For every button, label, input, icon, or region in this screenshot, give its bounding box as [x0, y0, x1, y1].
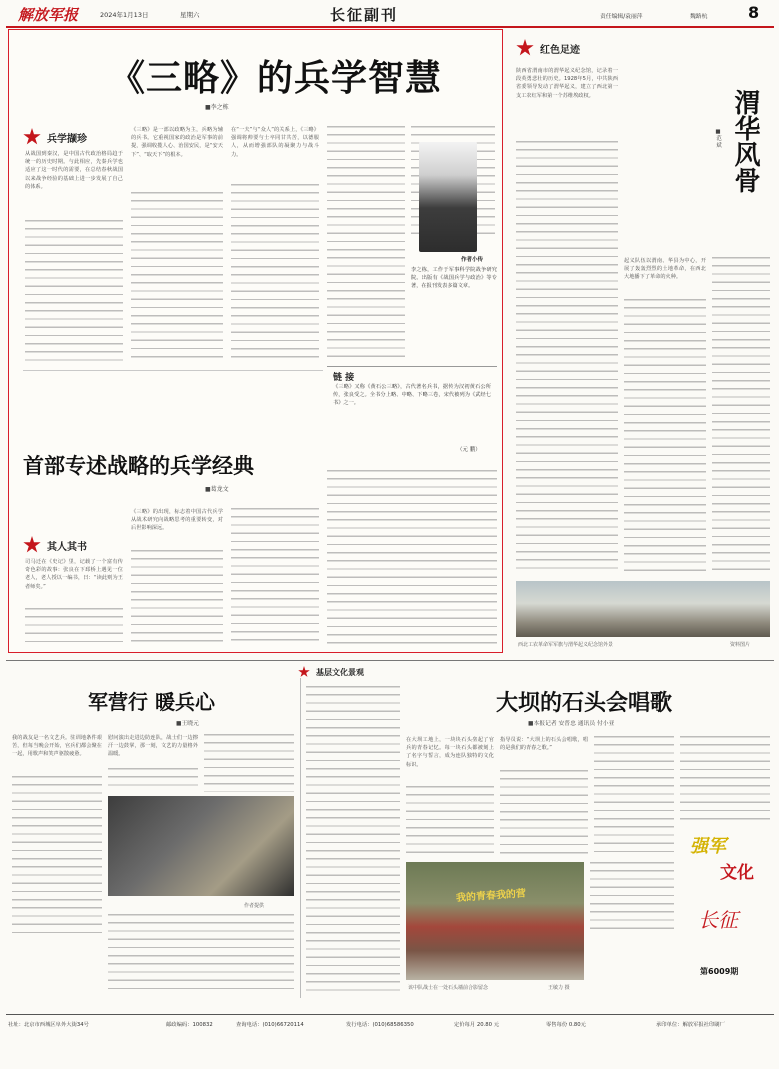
bottom2-para: 在大坝工地上，一块块石头垒起了官兵的青春记忆。每一块石头都被刻上了名字与誓言，成为连队独特的文化标识。	[406, 737, 494, 768]
bottom2-col2	[500, 736, 588, 854]
author-photo-label: 作者小传	[461, 257, 484, 263]
badge-line1: 强军	[690, 836, 726, 857]
right-para: 起义队伍以渭南、华县为中心，开展了轰轰烈烈的土地革命，在西北大地播下了革命的火种。	[624, 258, 706, 281]
page-number: 8	[748, 3, 760, 22]
bottom2-title: 大坝的石头会唱歌	[496, 690, 673, 716]
bottom1-photo	[108, 796, 294, 896]
right-photo	[516, 581, 770, 637]
link-text: 《三略》又称《黄石公三略》，古代著名兵书，据传为汉初黄石公所传，张良受之。全书分上略、中略、下略三卷，宋代被列为《武经七书》之一。	[333, 384, 491, 407]
article2-title: 首部专述战略的兵学经典	[23, 453, 254, 478]
right-photo-credit: 资料图片	[730, 642, 751, 648]
article2-para: 《三略》的出现，标志着中国古代兵学从战术研究向战略思考的重要转变，对后世影响深远。	[131, 509, 223, 532]
column-badge-jiceng	[298, 666, 364, 678]
article1-para: 在“一夫”与“众人”的关系上，《三略》强调将帅要与士卒同甘共苦，以德服人，从而增强部队的凝聚力与战斗力。	[231, 127, 319, 158]
bottom1-col3	[204, 734, 294, 792]
editor-credit: 责任编辑/袁丽萍	[600, 14, 643, 20]
article1-title: 《三略》的兵学智慧	[109, 57, 443, 99]
article2-col3	[231, 508, 319, 646]
article2-para: 司马迁在《史记》里，记载了一个富有传奇色彩的故事：张良在下邳桥上遇见一位老人，老人授以一编书，曰：“读此则为王者师矣。”	[25, 559, 123, 590]
article2-col1	[25, 558, 123, 646]
footer-phone: 查询电话：(010)66720114	[236, 1022, 304, 1028]
footer-printer: 承印单位：解放军报社印刷厂	[656, 1022, 725, 1028]
right-column	[508, 29, 774, 653]
column-label: 兵学撷珍	[47, 133, 87, 145]
right-col3	[712, 257, 770, 573]
column-label: 基层文化景观	[316, 667, 364, 677]
column-badge-hongse	[516, 39, 580, 57]
bottom1-col2b	[108, 914, 294, 994]
bottom2-photo-caption: 该中队战士在一处石头墙前合影留念	[408, 985, 489, 991]
star-icon	[23, 536, 41, 554]
bottom1-byline: ■王晓元	[176, 721, 199, 727]
bottom2-col3	[594, 736, 674, 854]
link-label: 链 接	[333, 373, 355, 383]
article1-col2	[131, 126, 223, 362]
article1-col4	[327, 126, 405, 362]
strong-army-culture-badge	[690, 832, 770, 888]
bottom2-photo	[406, 862, 584, 980]
bottom2-col1	[406, 736, 494, 854]
bottom1-col2	[108, 734, 198, 792]
bottom-section	[8, 664, 774, 1009]
article2-byline: ■葛龙文	[205, 486, 229, 493]
article1-para: 《三略》是一部以政略为主，兵略为辅的兵书。它重视国家的政治是军事的前提，强调收揽人心、治国安民，是“安天下”、“取天下”的根本。	[131, 127, 223, 158]
bottom1-photo-credit: 作者提供	[244, 903, 265, 909]
article1-para: 从战国到秦汉，是中国古代政治格局趋于统一的历史时期。与此相应，先秦兵学也适应了这一时代的需要，在总结春秋战国以来战争经验的基础上进一步发展了自己的体系。	[25, 151, 123, 190]
issue-number: 第6009期	[700, 967, 739, 976]
bottom-mid-col	[306, 686, 400, 994]
right-article-byline: ■范 斌	[715, 129, 721, 148]
bottom2-col4	[680, 736, 770, 826]
right-col1	[516, 67, 618, 573]
column-label: 其人其书	[47, 541, 87, 553]
photo-slogan: 我的青春我的营	[455, 888, 527, 905]
footer-price: 定价每月 20.80 元	[454, 1022, 500, 1028]
column-label: 红色足迹	[540, 44, 580, 56]
author-photo	[419, 142, 477, 252]
bottom1-para: 慰问演出走进边防连队，战士们一边擦汗一边鼓掌，那一刻，文艺的力量格外温暖。	[108, 735, 198, 758]
star-icon	[516, 39, 534, 57]
star-icon	[23, 128, 41, 146]
article1-col1	[25, 150, 123, 362]
changzheng-signature: 长征	[698, 908, 738, 932]
star-icon	[298, 666, 310, 678]
column-badge-bingxue	[23, 128, 87, 146]
featured-block	[8, 29, 503, 653]
footer-circulation: 发行电话：(010)68586350	[346, 1022, 414, 1028]
link-box	[327, 366, 497, 466]
bottom2-para: 指导员说：“大坝上的石头会唱歌，唱的是我们的青春之歌。”	[500, 737, 588, 752]
right-article-title: 渭华风骨	[730, 89, 760, 193]
article2-col2	[131, 508, 223, 646]
bottom1-para: 我的战友是一名文艺兵。驻训地条件艰苦，但每当晚会开始，官兵们都会聚在一起，用歌声和笑声驱散疲惫。	[12, 735, 102, 758]
issue-weekday: 星期六	[180, 11, 200, 19]
article1-col3	[231, 126, 319, 362]
issue-date: 2024年1月13日	[100, 11, 149, 19]
bottom2-photo-credit: 王敏力 摄	[548, 985, 570, 991]
bottom2-col5	[590, 862, 674, 932]
paper-logo: 解放军报	[18, 6, 79, 24]
article1-byline: ■李之栋	[205, 104, 229, 111]
bottom2-byline: ■本报记者 安普忠 通讯员 付小亚	[528, 721, 615, 727]
bottom1-title: 军营行 暖兵心	[88, 690, 215, 714]
right-photo-caption: 西北工农革命军军旗与渭华起义纪念馆外景	[518, 642, 614, 648]
column-badge-qiren	[23, 536, 87, 554]
designer-credit: 魏路杭	[690, 14, 708, 20]
right-para: 陕西省渭南市的渭华起义纪念馆，记录着一段英勇悲壮的历史。1928年5月，中共陕西省委领导发动了渭华起义，建立了西北第一支工农红军和第一个苏维埃政权。	[516, 68, 618, 99]
bottom1-col1	[12, 734, 102, 934]
badge-line2: 文化	[720, 863, 754, 883]
article2-col4	[327, 470, 497, 646]
page-masthead	[0, 0, 779, 28]
footer-address: 社址：北京市西城区阜外大街34号	[8, 1022, 89, 1028]
author-bio: 李之栋，工作于军事科学院战争研究院。出版有《战国兵学与政治》等专著，在报刊发表多篇文章。	[411, 267, 497, 290]
link-byline: （元 鹏）	[457, 447, 481, 453]
right-col2	[624, 257, 706, 573]
section-title: 长征副刊	[330, 6, 399, 24]
footer-retail: 零售每份 0.80元	[546, 1022, 586, 1028]
footer-postcode: 邮政编码：100832	[166, 1022, 213, 1028]
page-footer	[6, 1018, 774, 1030]
